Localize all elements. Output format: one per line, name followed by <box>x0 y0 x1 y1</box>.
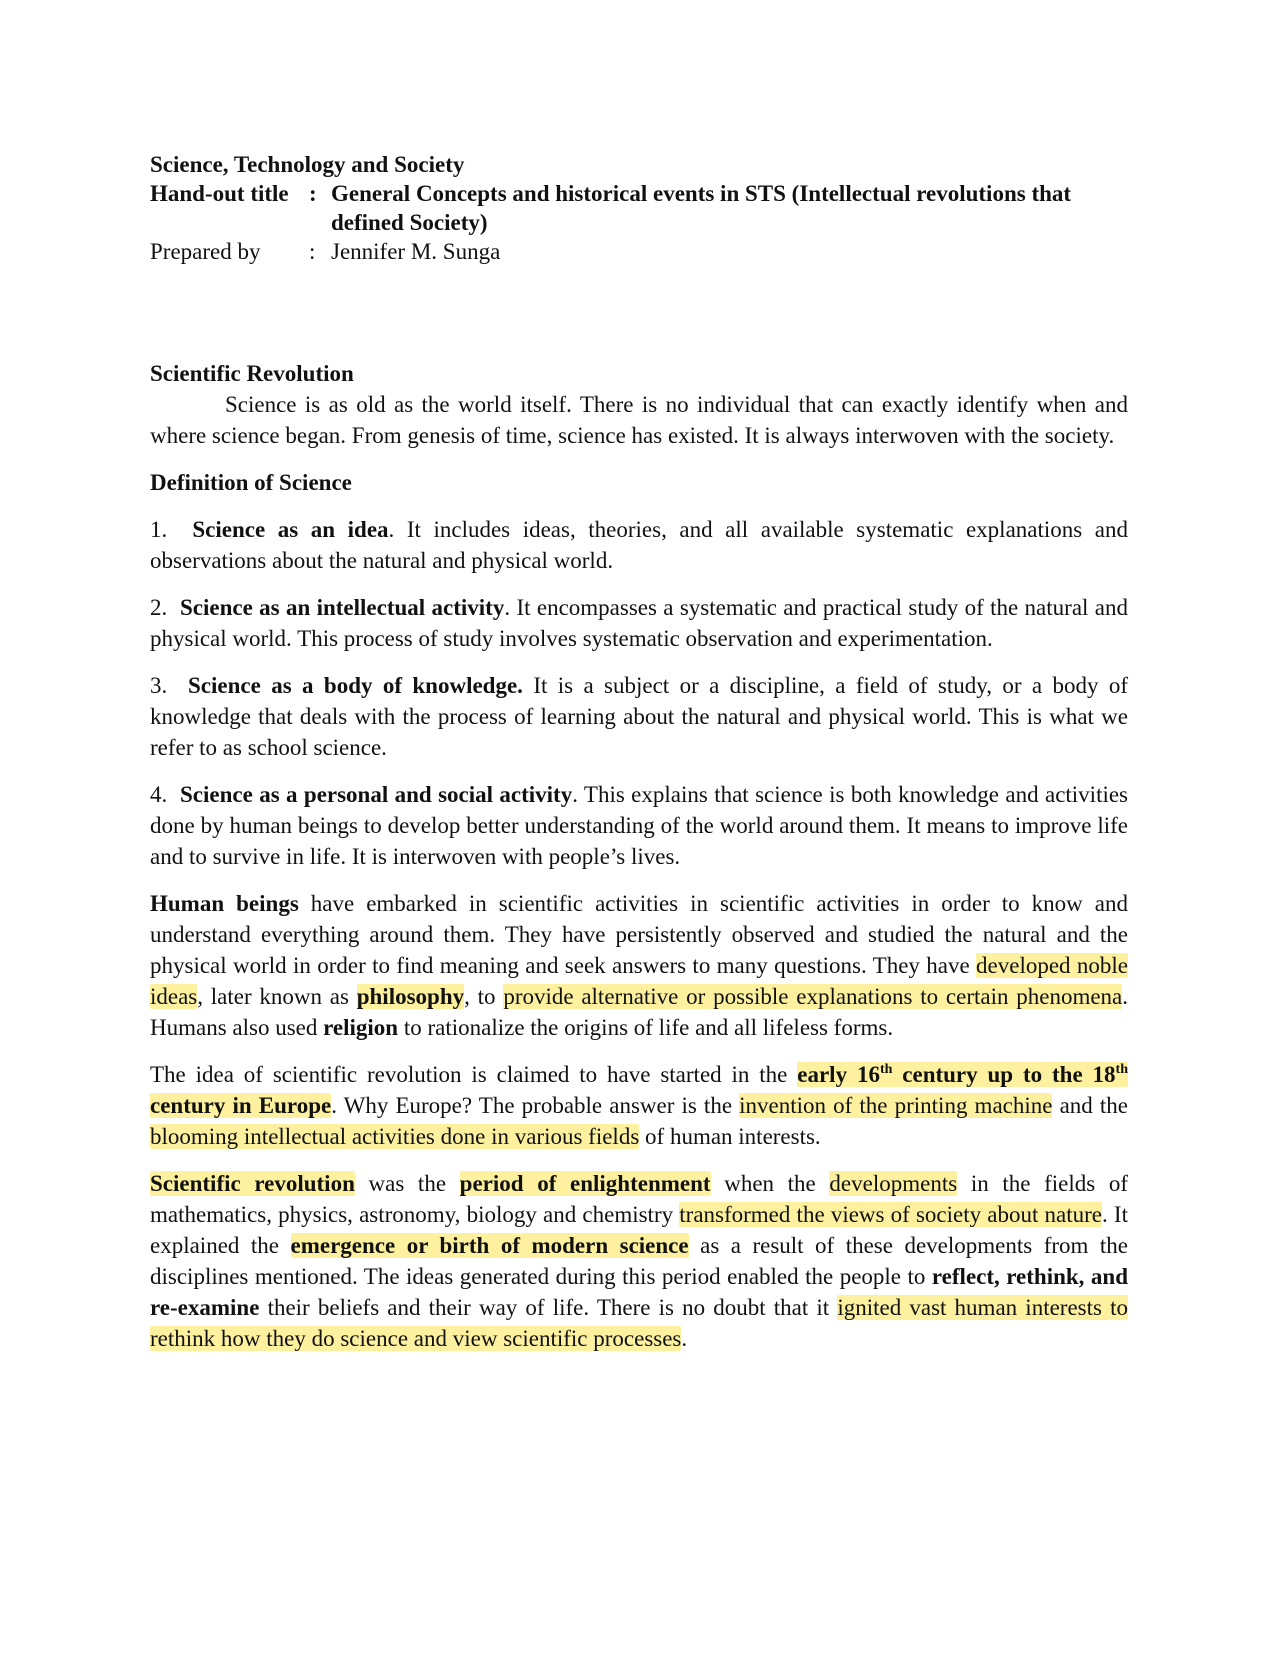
highlighted-phrase: transformed the views of society about nature <box>679 1202 1103 1227</box>
text-run: to rationalize the origins of life and all lifeless forms. <box>398 1015 894 1040</box>
text-run: early 16 <box>797 1062 880 1087</box>
prepared-by-row <box>150 237 1128 266</box>
highlighted-bold-phrase: century in Europe <box>150 1093 332 1118</box>
text-run: century up to the 18 <box>892 1062 1116 1087</box>
highlighted-phrase: invention of the printing machine <box>739 1093 1053 1118</box>
definition-text: It is a subject or a discipline, a field of study, or a body of knowledge that deals with the process of learning about the natural and physical world. This is what we refer to as school science. <box>150 673 1129 760</box>
definition-item-2 <box>150 592 1128 654</box>
text-run: of human interests. <box>639 1124 821 1149</box>
definition-item-3 <box>150 670 1128 763</box>
handout-colon: : <box>309 181 317 206</box>
definition-text: . It includes ideas, theories, and all available systematic explanations and observations about the natural and physical world. <box>150 517 1128 573</box>
highlighted-phrase: developed noble ideas <box>150 953 1128 1009</box>
section-heading-scientific-revolution: Scientific Revolution <box>150 361 354 386</box>
definition-term: Science as a body of knowledge. <box>188 673 523 698</box>
superscript: th <box>1115 1062 1128 1077</box>
text-run: and the <box>1052 1093 1128 1118</box>
handout-label: Hand-out title <box>150 181 289 206</box>
text-run: was the <box>354 1171 460 1196</box>
paragraph-idea-of-revolution <box>150 1059 1128 1152</box>
handout-title <box>331 179 1128 237</box>
prepared-label: Prepared by <box>150 239 261 264</box>
definition-number: 4. <box>150 782 168 807</box>
highlighted-bold-phrase: period of enlightenment <box>459 1171 711 1196</box>
definition-term: Science as an idea <box>192 517 389 542</box>
section-heading-definition: Definition of Science <box>150 470 352 495</box>
definition-item-1 <box>150 514 1128 576</box>
text-run: have embarked in scientific activities in scientific activities in order to know and understand everything around them. They have persistently observed and studied the natural and the physical world in order to find meaning and seek answers to many questions. They have <box>150 891 1128 978</box>
text-run: their beliefs and their way of life. There is no doubt that it <box>259 1295 838 1320</box>
text-run: . Why Europe? The probable answer is the <box>331 1093 740 1118</box>
highlighted-bold-phrase: emergence or birth of modern science <box>290 1233 689 1258</box>
prepared-colon: : <box>309 239 316 264</box>
paragraph-human-beings <box>150 888 1128 1043</box>
definition-text: . This explains that science is both knowledge and activities done by human beings to develop better understanding of the world around them. It means to improve life and to survive in life. It is interwoven with people’s lives. <box>150 782 1129 869</box>
text-run: when the <box>710 1171 830 1196</box>
text-run: as a result of these developments from the disciplines mentioned. The ideas generated during this period enabled the people to <box>150 1233 1129 1289</box>
superscript: th <box>879 1062 893 1077</box>
definition-number: 3. <box>150 673 168 698</box>
paragraph-scientific-revolution <box>150 1168 1128 1354</box>
text-run: . Humans also used <box>150 984 1129 1040</box>
bold-phrase: Human beings <box>150 891 299 916</box>
bold-phrase: reflect, rethink, and re-examine <box>150 1264 1128 1320</box>
definition-number: 2. <box>150 595 168 620</box>
text-run: The idea of scientific revolution is claimed to have started in the <box>150 1062 798 1087</box>
highlighted-bold-phrase: Scientific revolution <box>150 1171 355 1196</box>
bold-phrase: religion <box>323 1015 399 1040</box>
highlighted-phrase: provide alternative or possible explanations to certain phenomena <box>503 984 1123 1009</box>
text-run: , to <box>464 984 504 1009</box>
highlighted-bold-phrase: philosophy <box>356 984 465 1009</box>
text-run: . It explained the <box>150 1202 1128 1258</box>
handout-title-line1: General Concepts and historical events in STS (Intellectual revolutions that <box>331 181 1072 206</box>
definition-text: . It encompasses a systematic and practical study of the natural and physical world. This process of study involves systematic observation and experimentation. <box>150 595 1128 651</box>
intro-paragraph: Science is as old as the world itself. There is no individual that can exactly identify when and where science began. From genesis of time, science has existed. It is always interwoven with the society. <box>150 392 1128 448</box>
definition-term: Science as an intellectual activity <box>179 595 505 620</box>
handout-title-row <box>150 179 1128 237</box>
text-run: . <box>681 1326 688 1351</box>
definition-term: Science as a personal and social activity <box>180 782 573 807</box>
document-page <box>150 150 1128 1354</box>
handout-title-line2: defined Society) <box>331 210 488 235</box>
definition-number: 1. <box>150 517 168 542</box>
highlighted-bold-phrase <box>797 1062 1128 1087</box>
text-run: , later known as <box>197 984 357 1009</box>
course-title: Science, Technology and Society <box>150 152 465 177</box>
definition-item-4 <box>150 779 1128 872</box>
highlighted-phrase: developments <box>829 1171 958 1196</box>
highlighted-phrase: ignited vast human interests to rethink how they do science and view scientific processes <box>150 1295 1128 1351</box>
text-run: in the fields of mathematics, physics, astronomy, biology and chemistry <box>150 1171 1128 1227</box>
highlighted-phrase: blooming intellectual activities done in various fields <box>150 1124 640 1149</box>
prepared-value: Jennifer M. Sunga <box>331 239 501 264</box>
